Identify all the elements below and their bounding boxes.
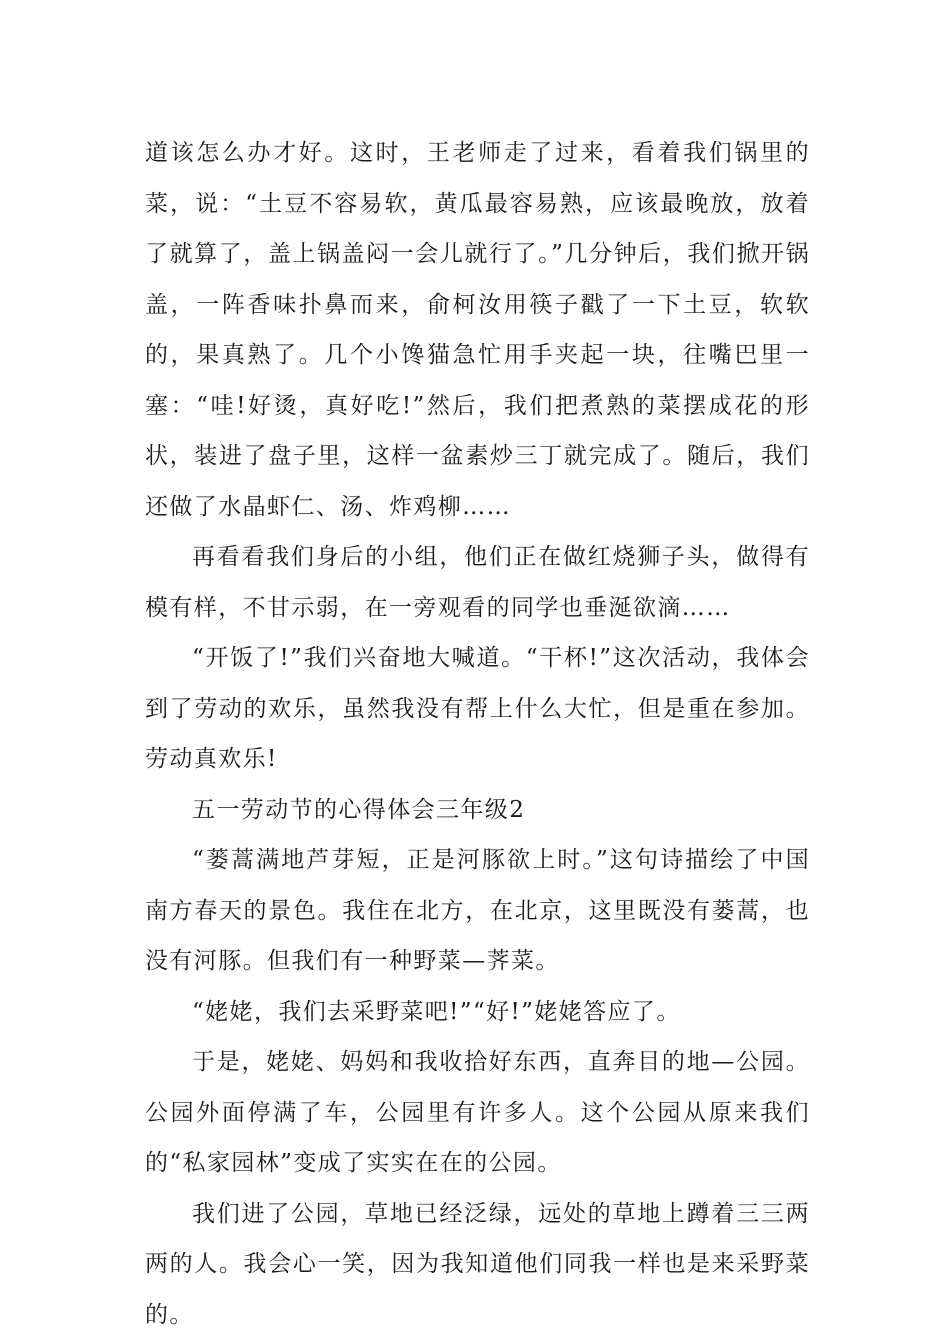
paragraph-poem-intro: “蒌蒿满地芦芽短，正是河豚欲上时。”这句诗描绘了中国南方春天的景色。我住在北方，在北京，这里既没有蒌蒿，也没有河豚。但我们有一种野菜—荠菜。 xyxy=(145,847,810,974)
paragraph-park-trip: 于是，姥姥、妈妈和我收拾好东西，直奔目的地—公园。公园外面停满了车，公园里有许多人。这个公园从原来我们的“私家园林”变成了实实在在的公园。 xyxy=(145,1049,810,1176)
document-body xyxy=(145,128,810,1340)
paragraph-dialogue: “姥姥，我们去采野菜吧!”“好!”姥姥答应了。 xyxy=(192,998,681,1025)
paragraph-in-park: 我们进了公园，草地已经泛绿，远处的草地上蹲着三三两两的人。我会心一笑，因为我知道他们同我一样也是来采野菜的。 xyxy=(145,1200,810,1328)
paragraph-other-group: 再看看我们身后的小组，他们正在做红烧狮子头，做得有模有样，不甘示弱，在一旁观看的同学也垂涎欲滴…… xyxy=(145,544,810,621)
paragraph-meal-time: “开饭了!”我们兴奋地大喊道。“干杯!”这次活动，我体会到了劳动的欢乐，虽然我没有帮上什么大忙，但是重在参加。劳动真欢乐! xyxy=(145,645,810,772)
paragraph-cooking-continuation: 道该怎么办才好。这时，王老师走了过来，看着我们锅里的菜，说：“土豆不容易软，黄瓜最容易熟，应该最晚放，放着了就算了，盖上锅盖闷一会儿就行了。”几分钟后，我们掀开锅盖，一阵香味扑鼻而来，俞柯汝用筷子戳了一下土豆，软软的，果真熟了。几个小馋猫急忙用手夹起一块，往嘴巴里一塞：“哇!好烫，真好吃!”然后，我们把煮熟的菜摆成花的形状，装进了盘子里，这样一盆素炒三丁就完成了。随后，我们还做了水晶虾仁、汤、炸鸡柳…… xyxy=(145,140,810,520)
section-heading: 五一劳动节的心得体会三年级2 xyxy=(192,796,526,823)
